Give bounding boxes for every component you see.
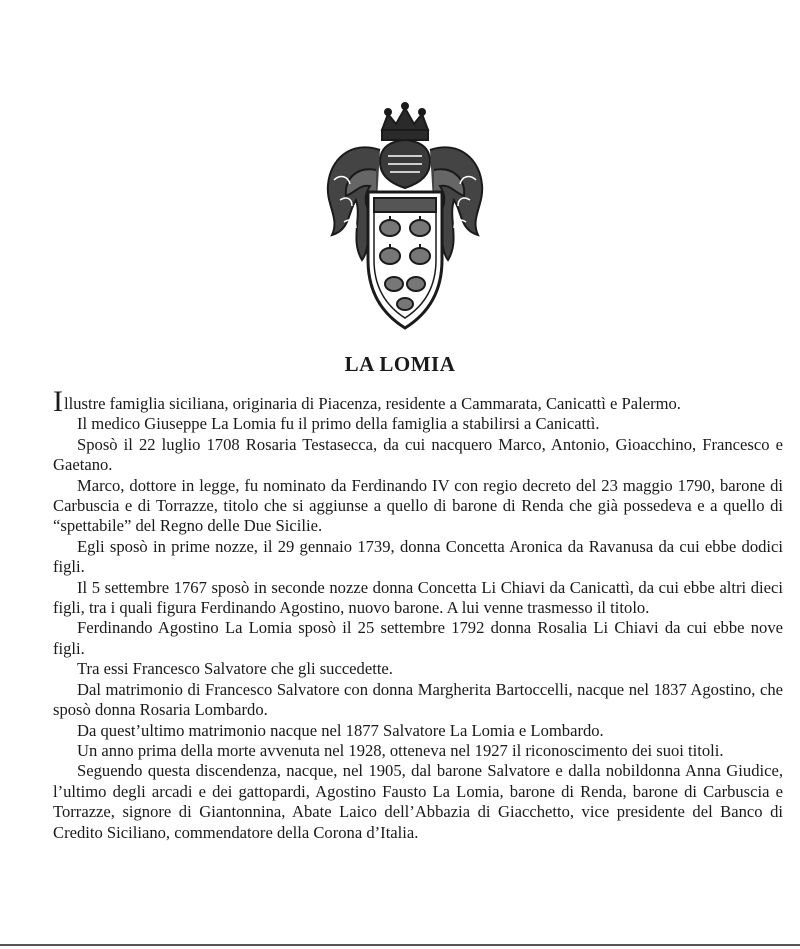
page-edge-divider — [0, 944, 800, 946]
paragraph: Sposò il 22 luglio 1708 Rosaria Testasecca, da cui nacquero Marco, Antonio, Gioacchino, Francesco e Gaetano. — [53, 434, 783, 475]
paragraph: Il 5 settembre 1767 sposò in seconde nozze donna Concetta Li Chiavi da Canicattì, da cui ebbe altri dieci figli, tra i quali figura Ferdinando Agostino, nuovo barone. A lui venne trasmesso il titolo. — [53, 577, 783, 618]
paragraph: Marco, dottore in legge, fu nominato da Ferdinando IV con regio decreto del 23 maggio 1790, barone di Carbuscia e di Torrazze, titolo che si aggiunse a quello di barone di Renda che già possedeva e a quello di “spettabile” del Regno delle Due Sicilie. — [53, 475, 783, 536]
paragraph: Ferdinando Agostino La Lomia sposò il 25 settembre 1792 donna Rosalia Li Chiavi da cui ebbe nove figli. — [53, 618, 783, 658]
paragraph: Seguendo questa discendenza, nacque, nel 1905, dal barone Salvatore e dalla nobildonna Anna Giudice, l’ultimo degli arcadi e dei gattopardi, Agostino Fausto La Lomia, barone di Renda, barone di Carbuscia e Torrazze, signore di Giantonnina, Abate Laico dell’Abbazia di Giacchetto, vice presidente del Banco di Credito Siciliano, commendatore della Corona d’Italia. — [53, 761, 783, 842]
paragraph: Il medico Giuseppe La Lomia fu il primo della famiglia a stabilirsi a Canicattì. — [77, 414, 600, 434]
paragraph: Dal matrimonio di Francesco Salvatore con donna Margherita Bartoccelli, nacque nel 1837 Agostino, che sposò donna Rosaria Lombardo. — [53, 679, 783, 720]
drop-cap: I — [53, 385, 63, 418]
paragraph: Tra essi Francesco Salvatore che gli succedette. — [77, 659, 393, 679]
article-body — [53, 385, 783, 843]
paragraph — [53, 385, 783, 418]
paragraph-text: llustre famiglia siciliana, originaria di Piacenza, residente a Cammarata, Canicattì e Palermo. — [64, 394, 681, 413]
paragraph: Da quest’ultimo matrimonio nacque nel 1877 Salvatore La Lomia e Lombardo. — [77, 720, 604, 740]
paragraph: Un anno prima della morte avvenuta nel 1928, otteneva nel 1927 il riconoscimento dei suoi titoli. — [77, 740, 724, 760]
coat-of-arms-icon — [310, 100, 500, 335]
paragraph: Egli sposò in prime nozze, il 29 gennaio 1739, donna Concetta Aronica da Ravanusa da cui ebbe dodici figli. — [53, 536, 783, 577]
page-title: LA LOMIA — [344, 352, 456, 376]
